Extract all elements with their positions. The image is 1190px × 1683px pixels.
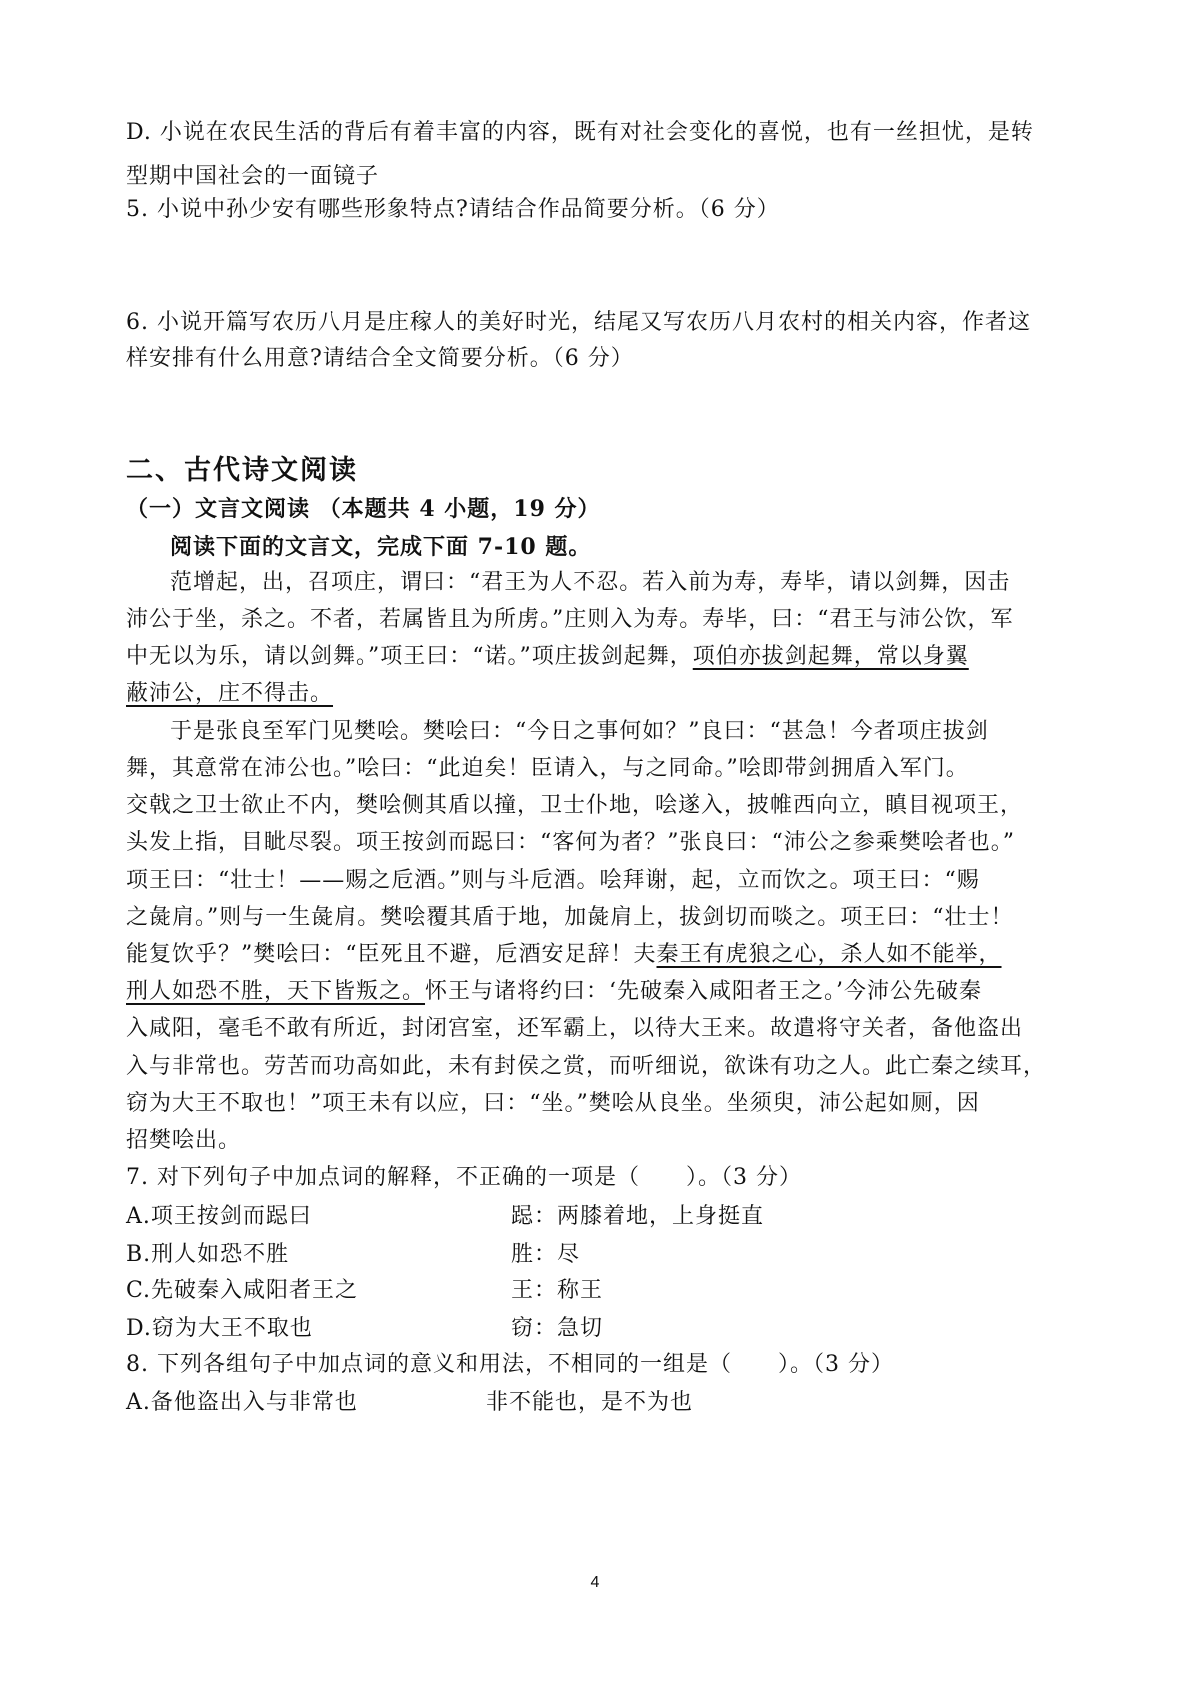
page-number: 4 xyxy=(590,1574,600,1591)
reading-instruction: 阅读下面的文言文，完成下面 7-10 题。 xyxy=(170,534,592,560)
q8-option-a-left: A.备他盗出入与非常也 xyxy=(126,1390,358,1415)
q7-option-c-gloss: 王：称王 xyxy=(511,1278,604,1303)
q7-option-a: A.项王按剑而跽曰 xyxy=(126,1204,312,1229)
passage-line: 入与非常也。劳苦而功高如此，未有封侯之赏，而听细说，欲诛有功之人。此亡秦之续耳， xyxy=(126,1054,1047,1079)
q6-question-line1: 6. 小说开篇写农历八月是庄稼人的美好时光，结尾又写农历八月农村的相关内容，作者这 xyxy=(126,310,1031,335)
q7-option-d: D.窃为大王不取也 xyxy=(126,1316,313,1341)
q7-option-b-gloss: 胜：尽 xyxy=(511,1242,581,1267)
q7-option-d-gloss: 窃：急切 xyxy=(511,1316,604,1341)
passage-line: 交戟之卫士欲止不内，樊哙侧其盾以撞，卫士仆地，哙遂入，披帷西向立，瞋目视项王， xyxy=(126,793,1024,818)
underlined-sentence: 蔽沛公，庄不得击。 xyxy=(126,681,334,706)
passage-text: 中无以为乐，请以剑舞。”项王曰：“诺。”项庄拔剑起舞， xyxy=(126,644,693,669)
subsection-title: （一）文言文阅读 （本题共 4 小题，19 分） xyxy=(126,496,601,522)
passage-line: 入咸阳，毫毛不敢有所近，封闭宫室，还军霸上，以待大王来。故遣将守关者，备他盗出 xyxy=(126,1016,1024,1041)
passage-line: 项王曰：“壮士！——赐之卮酒。”则与斗卮酒。哙拜谢，起，立而饮之。项王曰：“赐 xyxy=(126,868,980,893)
underlined-sentence: 秦王有虎狼之心，杀人如不能举， xyxy=(656,942,1002,967)
q7-option-c: C.先破秦入咸阳者王之 xyxy=(126,1278,359,1303)
section-title: 二、古代诗文阅读 xyxy=(126,455,358,486)
passage-line: 头发上指，目眦尽裂。项王按剑而跽曰：“客何为者？”张良曰：“沛公之参乘樊哙者也。” xyxy=(126,830,1015,855)
passage-line xyxy=(126,977,982,1007)
passage-line xyxy=(126,642,969,672)
q8-option-a-right: 非不能也，是不为也 xyxy=(486,1390,694,1415)
underlined-sentence: 项伯亦拔剑起舞，常以身翼 xyxy=(692,644,969,669)
passage-line xyxy=(126,940,1002,970)
q5-question: 5. 小说中孙少安有哪些形象特点?请结合作品简要分析。（6 分） xyxy=(126,197,780,222)
passage-line: 范增起，出，召项庄，谓曰：“君王为人不忍。若入前为寿，寿毕，请以剑舞，因击 xyxy=(170,570,1011,595)
passage-line: 之彘肩。”则与一生彘肩。樊哙覆其盾于地，加彘肩上，拔剑切而啖之。项王曰：“壮士！ xyxy=(126,905,1014,930)
passage-line: 招樊哙出。 xyxy=(126,1128,242,1153)
passage-line: 窃为大王不取也！”项王未有以应，曰：“坐。”樊哙从良坐。坐须臾，沛公起如厕，因 xyxy=(126,1091,980,1116)
q7-option-a-gloss: 跽：两膝着地，上身挺直 xyxy=(511,1204,765,1229)
passage-line: 于是张良至军门见樊哙。樊哙曰：“今日之事何如？”良曰：“甚急！今者项庄拔剑 xyxy=(170,719,989,744)
q7-stem: 7. 对下列句子中加点词的解释，不正确的一项是（ ）。（3 分） xyxy=(126,1165,802,1190)
underlined-sentence: 刑人如恐不胜，天下皆叛之。 xyxy=(126,979,426,1004)
passage-text: 怀王与诸将约曰：‘先破秦入咸阳者王之。’今沛公先破秦 xyxy=(425,979,983,1004)
q8-stem: 8. 下列各组句子中加点词的意义和用法，不相同的一组是（ ）。（3 分） xyxy=(126,1352,894,1377)
passage-text: 能复饮乎？”樊哙曰：“臣死且不避，卮酒安足辞！夫 xyxy=(126,942,657,967)
q4-option-d-line1: D. 小说在农民生活的背后有着丰富的内容，既有对社会变化的喜悦，也有一丝担忧，是转 xyxy=(126,120,1034,145)
passage-line: 沛公于坐，杀之。不者，若属皆且为所虏。”庄则入为寿。寿毕，曰：“君王与沛公饮，军 xyxy=(126,607,1014,632)
q6-question-line2: 样安排有什么用意?请结合全文简要分析。（6 分） xyxy=(126,346,634,371)
q4-option-d-line2: 型期中国社会的一面镜子 xyxy=(126,164,380,189)
passage-line xyxy=(126,679,333,709)
passage-line: 舞，其意常在沛公也。”哙曰：“此迫矣！臣请入，与之同命。”哙即带剑拥盾入军门。 xyxy=(126,756,969,781)
q7-option-b: B.刑人如恐不胜 xyxy=(126,1242,290,1267)
